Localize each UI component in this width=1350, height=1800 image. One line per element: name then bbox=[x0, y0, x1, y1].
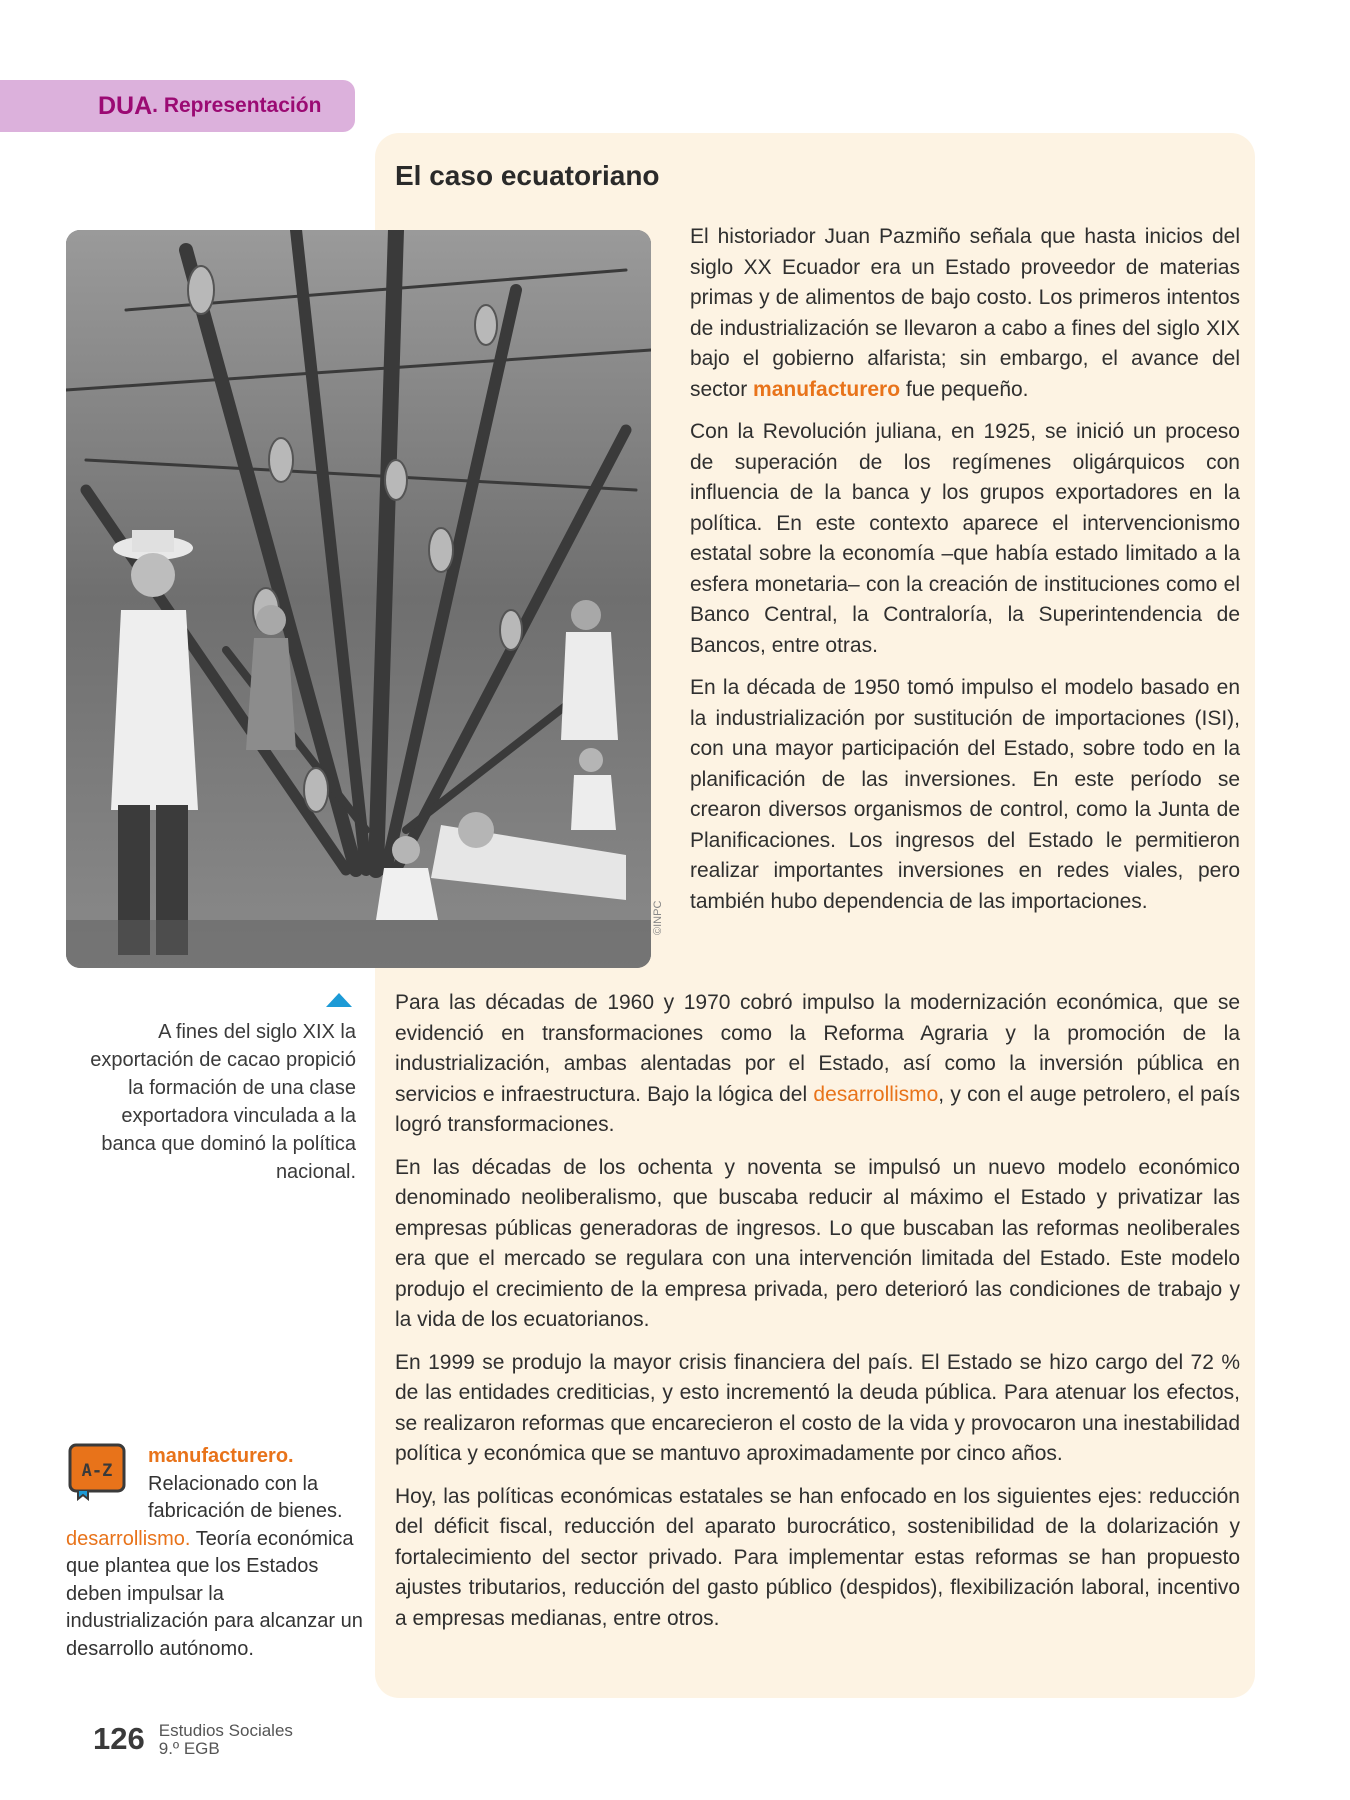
paragraph-4-text-b: , y con el auge petrolero, el país logró transformaciones. bbox=[395, 1082, 1240, 1136]
glossary-link-desarrollismo[interactable]: desarrollismo bbox=[813, 1082, 939, 1106]
glossary-link-manufacturero[interactable]: manufacturero bbox=[753, 377, 901, 401]
dua-badge-strong: DUA bbox=[98, 91, 153, 120]
paragraph-1-text-a: El historiador Juan Pazmiño señala que hasta inicios del siglo XX Ecuador era un Estado proveedor de materias primas y de alimentos de bajo costo. Los primeros intentos de industrialización se llevaron a cabo a fines del siglo XIX bajo el gobierno alfarista; sin embargo, el avance del sector bbox=[690, 225, 1240, 401]
book-subject: Estudios Sociales bbox=[158, 1721, 293, 1740]
cacao-plantation-photo bbox=[66, 230, 651, 968]
paragraph-4-text-a: Para las décadas de 1960 y 1970 cobró impulso la modernización económica, que se evidenció en transformaciones como la Reforma Agraria y la promoción de la industrialización, ambas alentadas por el Estado, así como la inversión pública en servicios e infraestructura. Bajo la lógica del bbox=[395, 991, 1240, 1106]
glossary bbox=[66, 1443, 366, 1663]
glossary-entry-2 bbox=[66, 1528, 363, 1660]
paragraph-1-text-b: fue pequeño. bbox=[900, 377, 1029, 401]
photo-caption: A fines del siglo XIX la exportación de cacao propició la formación de una clase exportadora vinculada a la banca que dominó la política nacional. bbox=[90, 1021, 356, 1183]
paragraph-3: En la década de 1950 tomó impulso el modelo basado en la industrialización por sustitución de importaciones (ISI), con una mayor participación del Estado, sobre todo en la planificación de las inversiones. En este período se crearon diversos organismos de control, como la Junta de Planificaciones. Los ingresos del Estado le permitieron realizar importantes inversiones en redes viales, pero también hubo dependencia de las importaciones. bbox=[690, 676, 1240, 913]
glossary-def-manufacturero: Relacionado con la fabricación de bienes. bbox=[148, 1472, 343, 1522]
body-column-right bbox=[690, 222, 1240, 917]
body-column-full bbox=[395, 988, 1240, 1634]
glossary-def-desarrollismo: Teoría económica que plantea que los Estados deben impulsar la industrialización para alcanzar un desarrollo autónomo. bbox=[66, 1527, 363, 1660]
section-title: El caso ecuatoriano bbox=[395, 160, 660, 191]
paragraph-4 bbox=[395, 988, 1240, 1141]
paragraph-1 bbox=[690, 222, 1240, 405]
paragraph-2: Con la Revolución juliana, en 1925, se inició un proceso de superación de los regímenes oligárquicos con influencia de la banca y los grupos exportadores en la política. En este contexto aparece el intervencionismo estatal sobre la economía –que había estado limitado a la esfera monetaria– con la creación de instituciones como el Banco Central, la Contraloría, la Superintendencia de Bancos, entre otras. bbox=[690, 420, 1240, 657]
page-footer bbox=[93, 1722, 293, 1758]
dua-badge-label: . Representación bbox=[152, 94, 322, 117]
glossary-term-manufacturero: manufacturero. bbox=[148, 1445, 294, 1467]
paragraph-6: En 1999 se produjo la mayor crisis financiera del país. El Estado se hizo cargo del 72 % de las entidades crediticias, y esto incrementó la deuda pública. Para atenuar los efectos, se realizaron reformas que encarecieron el costo de la vida y provocaron una inestabilidad política y económica que se mantuvo aproximadamente por cinco años. bbox=[395, 1350, 1240, 1465]
paragraph-7: Hoy, las políticas económicas estatales se han enfocado en los siguientes ejes: reducción del déficit fiscal, reducción del aparato burocrático, sostenibilidad de la dolarización y fortalecimiento del sector privado. Para implementar estas reformas se han propuesto ajustes tributarios, reducción del gasto público (despidos), flexibilización laboral, incentivo a empresas medianas, entre otros. bbox=[395, 1484, 1240, 1630]
glossary-entry-1 bbox=[66, 1443, 366, 1526]
book-grade: 9.º EGB bbox=[158, 1739, 220, 1758]
dua-badge bbox=[0, 80, 355, 132]
photo-credit: ©INPC bbox=[652, 900, 664, 935]
book-info bbox=[159, 1722, 293, 1758]
caption-arrow-icon bbox=[326, 993, 352, 1007]
page-number: 126 bbox=[93, 1721, 145, 1756]
glossary-icon-label: A-Z bbox=[81, 1461, 113, 1481]
glossary-term-desarrollismo: desarrollismo. bbox=[66, 1527, 191, 1550]
paragraph-5: En las décadas de los ochenta y noventa se impulsó un nuevo modelo económico denominado neoliberalismo, que buscaba reducir al máximo el Estado y privatizar las empresas públicas generadoras de ingresos. Lo que buscaban las reformas neoliberales era que el mercado se regulara con una intervención limitada del Estado. Este modelo produjo el crecimiento de la empresa privada, pero deterioró las condiciones de trabajo y la vida de los ecuatorianos. bbox=[395, 1155, 1240, 1331]
